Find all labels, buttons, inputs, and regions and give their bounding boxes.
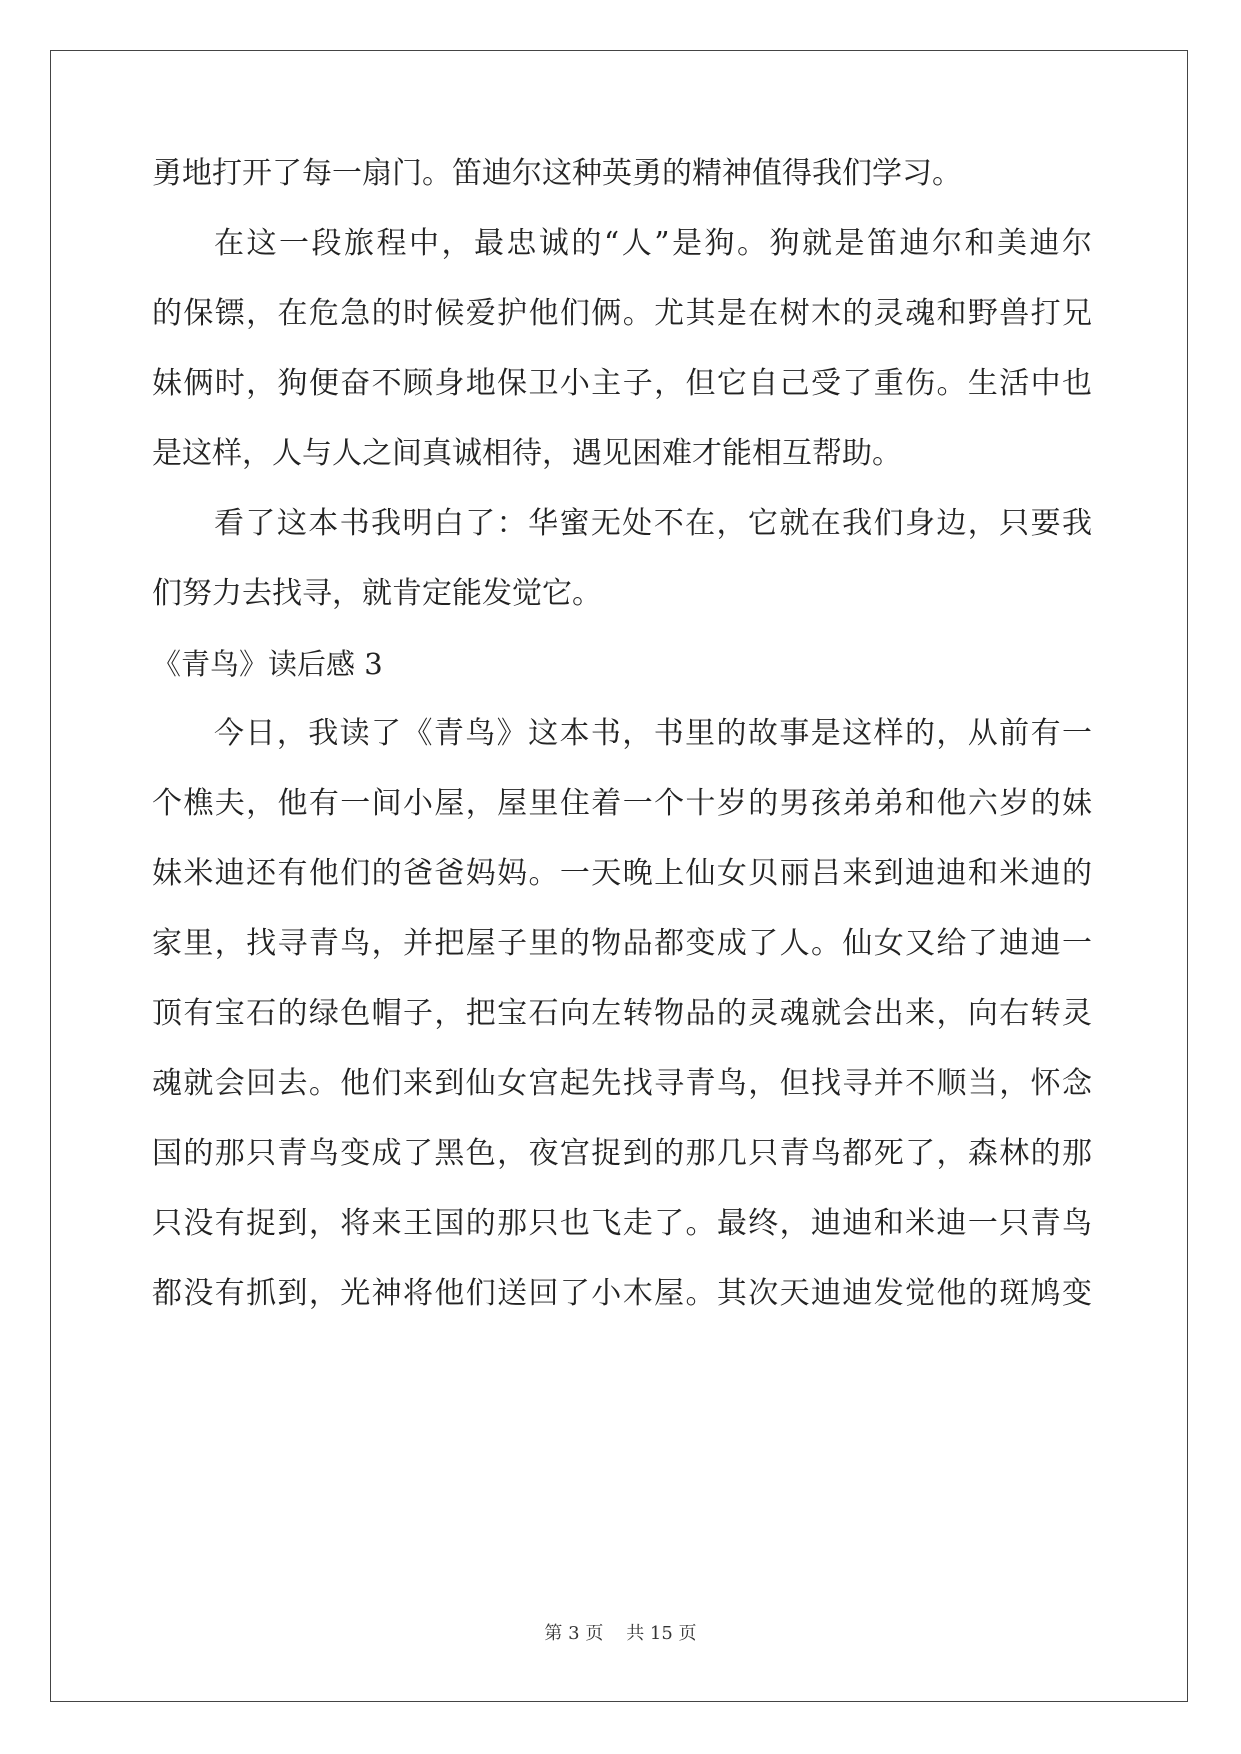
body-text-line: 国的那只青鸟变成了黑色，夜宫捉到的那几只青鸟都死了，森林的那 xyxy=(152,1136,1092,1171)
body-text-line: 家里，找寻青鸟，并把屋子里的物品都变成了人。仙女又给了迪迪一 xyxy=(152,926,1092,961)
body-text-line: 魂就会回去。他们来到仙女宫起先找寻青鸟，但找寻并不顺当，怀念 xyxy=(152,1066,1092,1101)
body-text-line: 勇地打开了每一扇门。笛迪尔这种英勇的精神值得我们学习。 xyxy=(152,156,962,191)
body-text-line: 只没有捉到，将来王国的那只也飞走了。最终，迪迪和米迪一只青鸟 xyxy=(152,1206,1092,1241)
body-text-line: 的保镖，在危急的时候爱护他们俩。尤其是在树木的灵魂和野兽打兄 xyxy=(152,296,1092,331)
paragraph-start-line: 在这一段旅程中，最忠诚的“人”是狗。狗就是笛迪尔和美迪尔 xyxy=(214,226,1092,261)
body-text-line: 是这样，人与人之间真诚相待，遇见困难才能相互帮助。 xyxy=(152,436,902,471)
paragraph-start-line: 今日，我读了《青鸟》这本书，书里的故事是这样的，从前有一 xyxy=(214,716,1092,751)
body-text-line: 顶有宝石的绿色帽子，把宝石向左转物品的灵魂就会出来，向右转灵 xyxy=(152,996,1092,1031)
paragraph-start-line: 看了这本书我明白了：华蜜无处不在，它就在我们身边，只要我 xyxy=(214,506,1092,541)
body-text-line: 们努力去找寻，就肯定能发觉它。 xyxy=(152,576,602,611)
body-text-line: 个樵夫，他有一间小屋，屋里住着一个十岁的男孩弟弟和他六岁的妹 xyxy=(152,786,1092,821)
section-heading: 《青鸟》读后感 3 xyxy=(152,647,383,681)
page-number-footer: 第 3 页 共 15 页 xyxy=(544,1623,697,1644)
body-text-line: 妹俩时，狗便奋不顾身地保卫小主子，但它自己受了重伤。生活中也 xyxy=(152,366,1092,401)
body-text-line: 都没有抓到，光神将他们送回了小木屋。其次天迪迪发觉他的斑鸠变 xyxy=(152,1276,1092,1311)
body-text-line: 妹米迪还有他们的爸爸妈妈。一天晚上仙女贝丽吕来到迪迪和米迪的 xyxy=(152,856,1092,891)
